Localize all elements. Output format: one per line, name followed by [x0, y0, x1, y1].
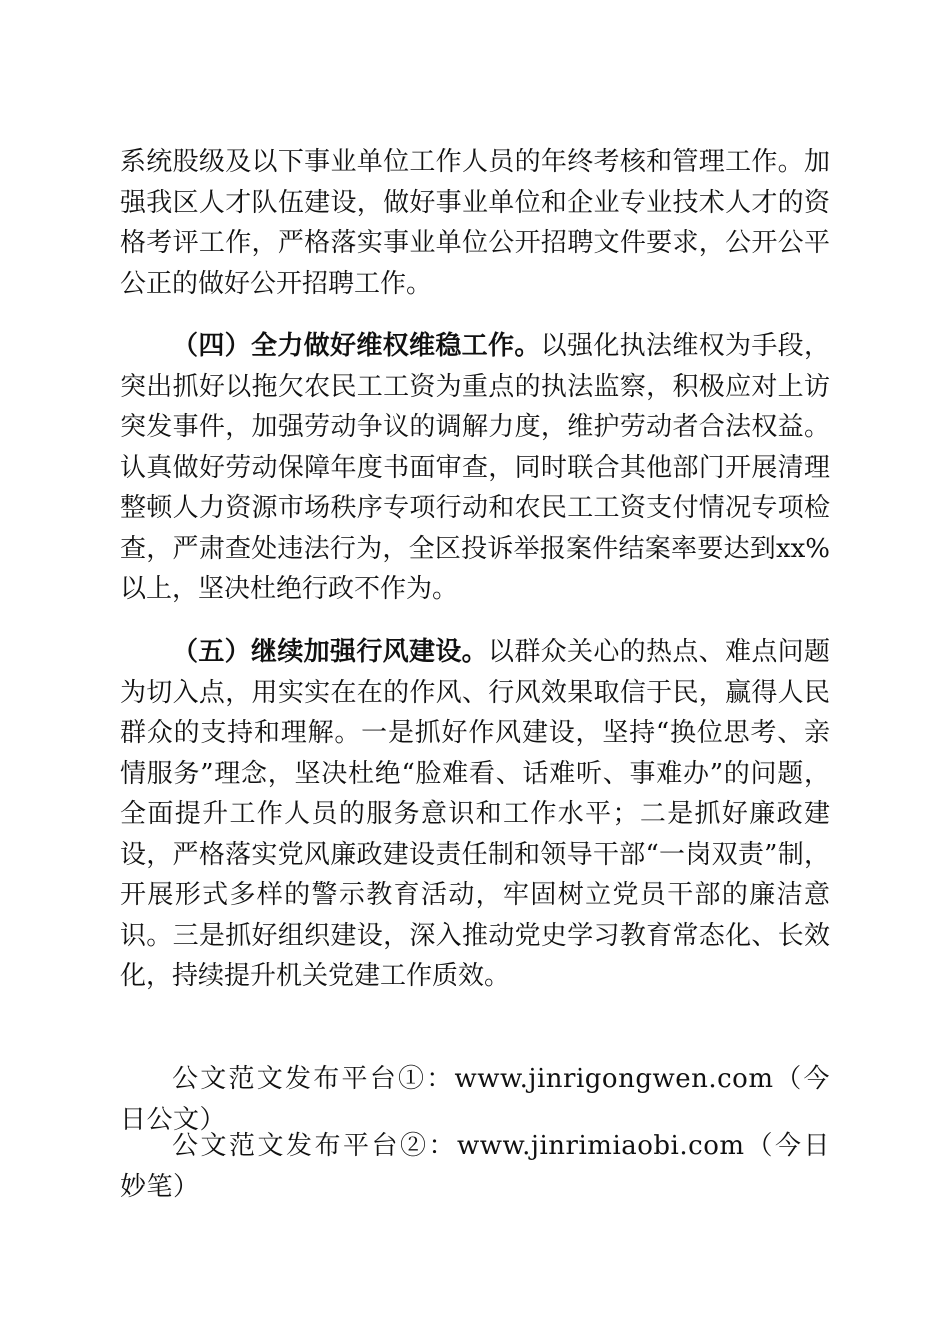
platform-text: 公文范文发布平台②：www.jinrimiaobi.com（今日妙笔）	[120, 1131, 830, 1202]
platform-text: 公文范文发布平台①：www.jinrigongwen.com（今日公文）	[120, 1064, 830, 1135]
section-heading: （五）继续加强行风建设。	[172, 637, 488, 667]
paragraph-text: 系统股级及以下事业单位工作人员的年终考核和管理工作。加强我区人才队伍建设，做好事业单位和企业专业技术人才的资格考评工作，严格落实事业单位公开招聘文件要求，公开公平公正的做好公开招聘工作。	[120, 147, 830, 299]
platform-line-two	[120, 1126, 830, 1207]
paragraph-continuation	[120, 142, 830, 304]
paragraph-text: 以群众关心的热点、难点问题为切入点，用实实在在的作风、行风效果取信于民，赢得人民群众的支持和理解。一是抓好作风建设，坚持“换位思考、亲情服务”理念，坚决杜绝“脸难看、话难听、事难办”的问题，全面提升工作人员的服务意识和工作水平；二是抓好廉政建设，严格落实党风廉政建设责任制和领导干部“一岗双责”制，开展形式多样的警示教育活动，牢固树立党员干部的廉洁意识。三是抓好组织建设，深入推动党史学习教育常态化、长效化，持续提升机关党建工作质效。	[120, 637, 830, 991]
paragraph-section-four	[120, 326, 830, 610]
section-heading: （四）全力做好维权维稳工作。	[172, 331, 541, 361]
paragraph-text: 以强化执法维权为手段，突出抓好以拖欠农民工工资为重点的执法监察，积极应对上访突发事件，加强劳动争议的调解力度，维护劳动者合法权益。认真做好劳动保障年度书面审查，同时联合其他部门开展清理整顿人力资源市场秩序专项行动和农民工工资支付情况专项检查，严肃查处违法行为，全区投诉举报案件结案率要达到xx%以上，坚决杜绝行政不作为。	[120, 331, 830, 604]
paragraph-section-five	[120, 632, 830, 997]
paragraph-body	[120, 632, 830, 997]
paragraph-body	[120, 326, 830, 610]
